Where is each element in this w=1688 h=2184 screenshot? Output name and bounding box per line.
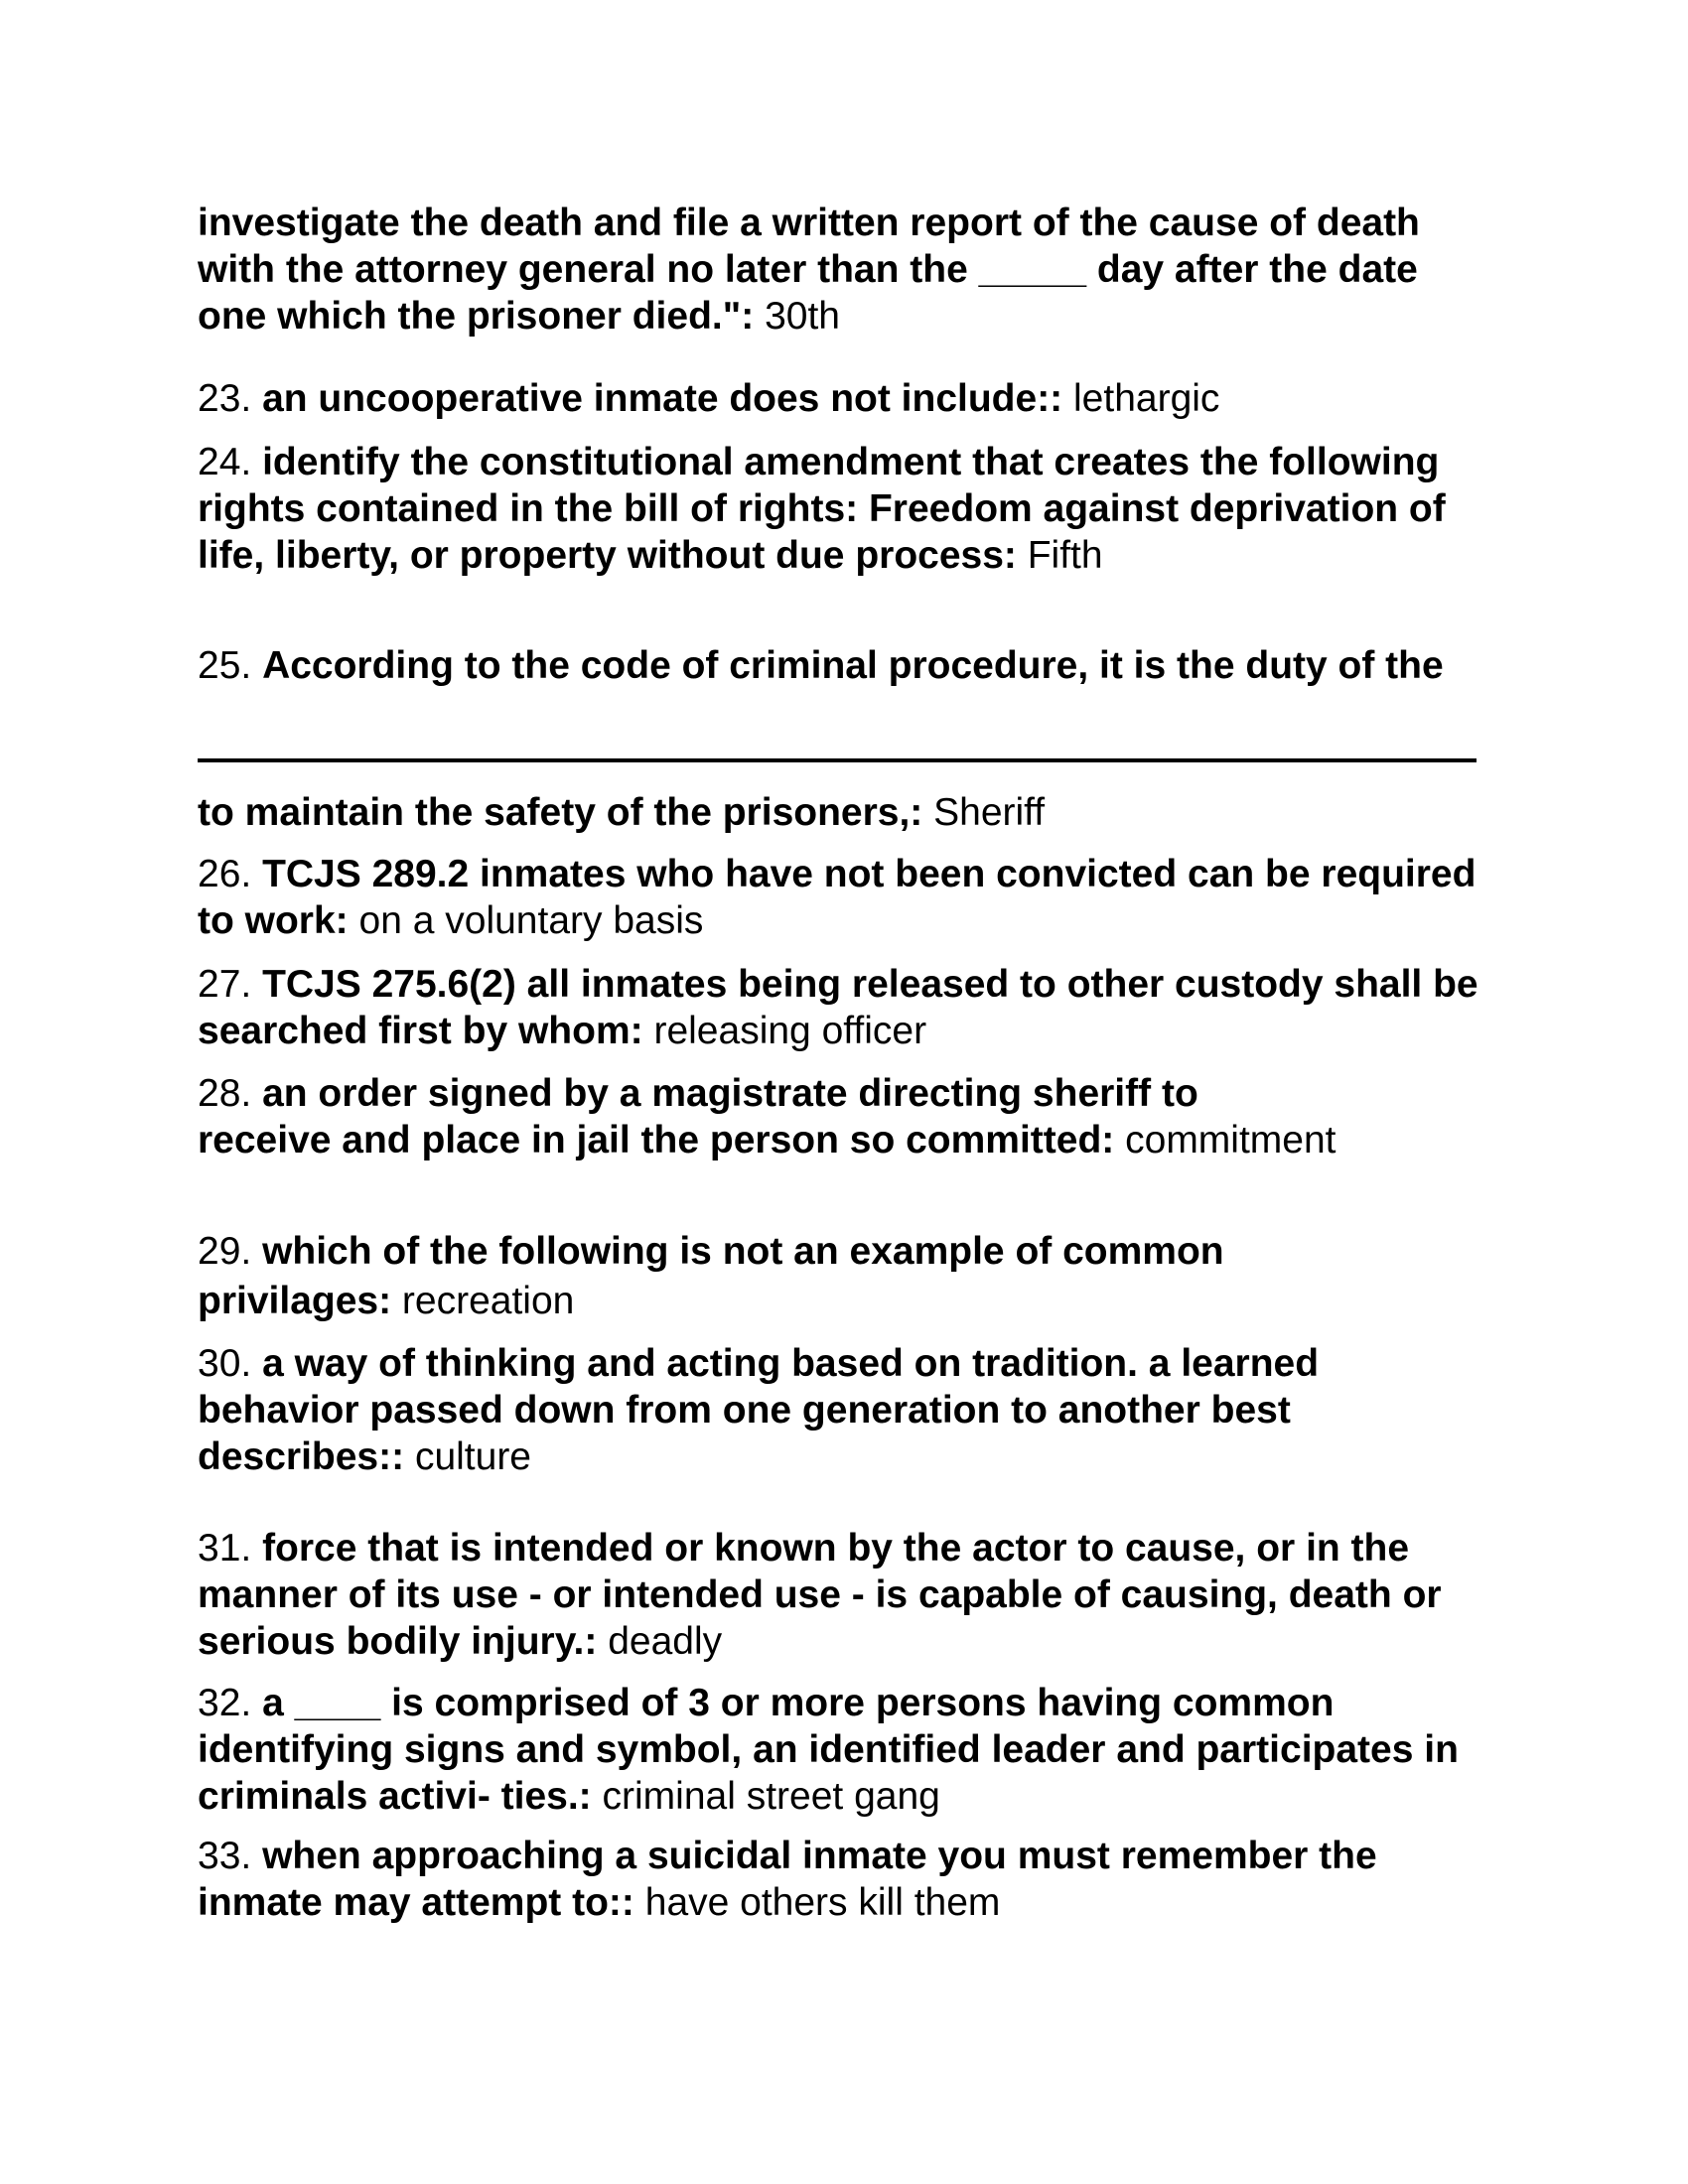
- item-number: 25.: [198, 644, 252, 687]
- question: a way of thinking and acting based on tradition. a learned behavior passed down from one generation to another best describes::: [198, 1342, 1320, 1478]
- question: an order signed by a magistrate directing sheriff to receive and place in jail the person so committed:: [198, 1072, 1198, 1161]
- answer: commitment: [1125, 1119, 1336, 1161]
- qa-item-28: [198, 1070, 1339, 1163]
- qa-item-26: [198, 851, 1488, 944]
- qa-item-25: [198, 642, 1488, 689]
- answer: releasing officer: [653, 1010, 927, 1052]
- answer: criminal street gang: [602, 1775, 940, 1818]
- item-number: 33.: [198, 1835, 252, 1877]
- question: investigate the death and file a written report of the cause of death with the attorney general no later than the _____ day after the date one which the prisoner died.":: [198, 202, 1420, 338]
- item-number: 27.: [198, 963, 252, 1006]
- question-continuation: to maintain the safety of the prisoners,:: [198, 791, 923, 834]
- question: TCJS 275.6(2) all inmates being released to other custody shall be searched first by whom:: [198, 963, 1478, 1052]
- item-number: 31.: [198, 1527, 252, 1570]
- qa-item-33: [198, 1833, 1488, 1926]
- qa-item-25-continuation: [198, 789, 1488, 836]
- answer: on a voluntary basis: [358, 899, 704, 942]
- answer: have others kill them: [644, 1881, 1001, 1924]
- question: a ____ is comprised of 3 or more persons having common identifying signs and symbol, an identified leader and participates in criminals activi- ties.:: [198, 1682, 1459, 1818]
- answer: Sheriff: [933, 791, 1046, 834]
- qa-item-30: [198, 1340, 1488, 1480]
- item-number: 29.: [198, 1230, 252, 1273]
- item-number: 23.: [198, 377, 252, 420]
- qa-item-31: [198, 1525, 1488, 1665]
- item-number: 28.: [198, 1072, 252, 1115]
- qa-item-22: [198, 200, 1488, 340]
- answer: Fifth: [1027, 534, 1103, 577]
- answer: deadly: [608, 1620, 723, 1663]
- qa-item-32: [198, 1680, 1488, 1820]
- question: an uncooperative inmate does not include::: [262, 377, 1063, 420]
- answer: recreation: [401, 1280, 575, 1322]
- item-number: 24.: [198, 441, 252, 483]
- answer: culture: [414, 1435, 531, 1478]
- qa-item-23: [198, 375, 1488, 422]
- item-number: 32.: [198, 1682, 252, 1724]
- answer: 30th: [765, 295, 840, 338]
- question: According to the code of criminal procedure, it is the duty of the: [262, 644, 1444, 687]
- answer: lethargic: [1073, 377, 1220, 420]
- blank-rule: [198, 758, 1477, 762]
- item-number: 30.: [198, 1342, 252, 1385]
- qa-item-24: [198, 439, 1478, 579]
- qa-item-29: [198, 1227, 1349, 1326]
- question: TCJS 289.2 inmates who have not been convicted can be required to work:: [198, 853, 1477, 942]
- question: when approaching a suicidal inmate you must remember the inmate may attempt to::: [198, 1835, 1377, 1924]
- question: which of the following is not an example of common privilages:: [198, 1230, 1224, 1322]
- question: force that is intended or known by the actor to cause, or in the manner of its use - or intended use - is capable of causing, death or serious bodily injury.:: [198, 1527, 1442, 1663]
- question: identify the constitutional amendment that creates the following rights contained in the bill of rights: Freedom against deprivation of life, liberty, or property without due process:: [198, 441, 1446, 577]
- item-number: 26.: [198, 853, 252, 895]
- qa-item-27: [198, 961, 1488, 1054]
